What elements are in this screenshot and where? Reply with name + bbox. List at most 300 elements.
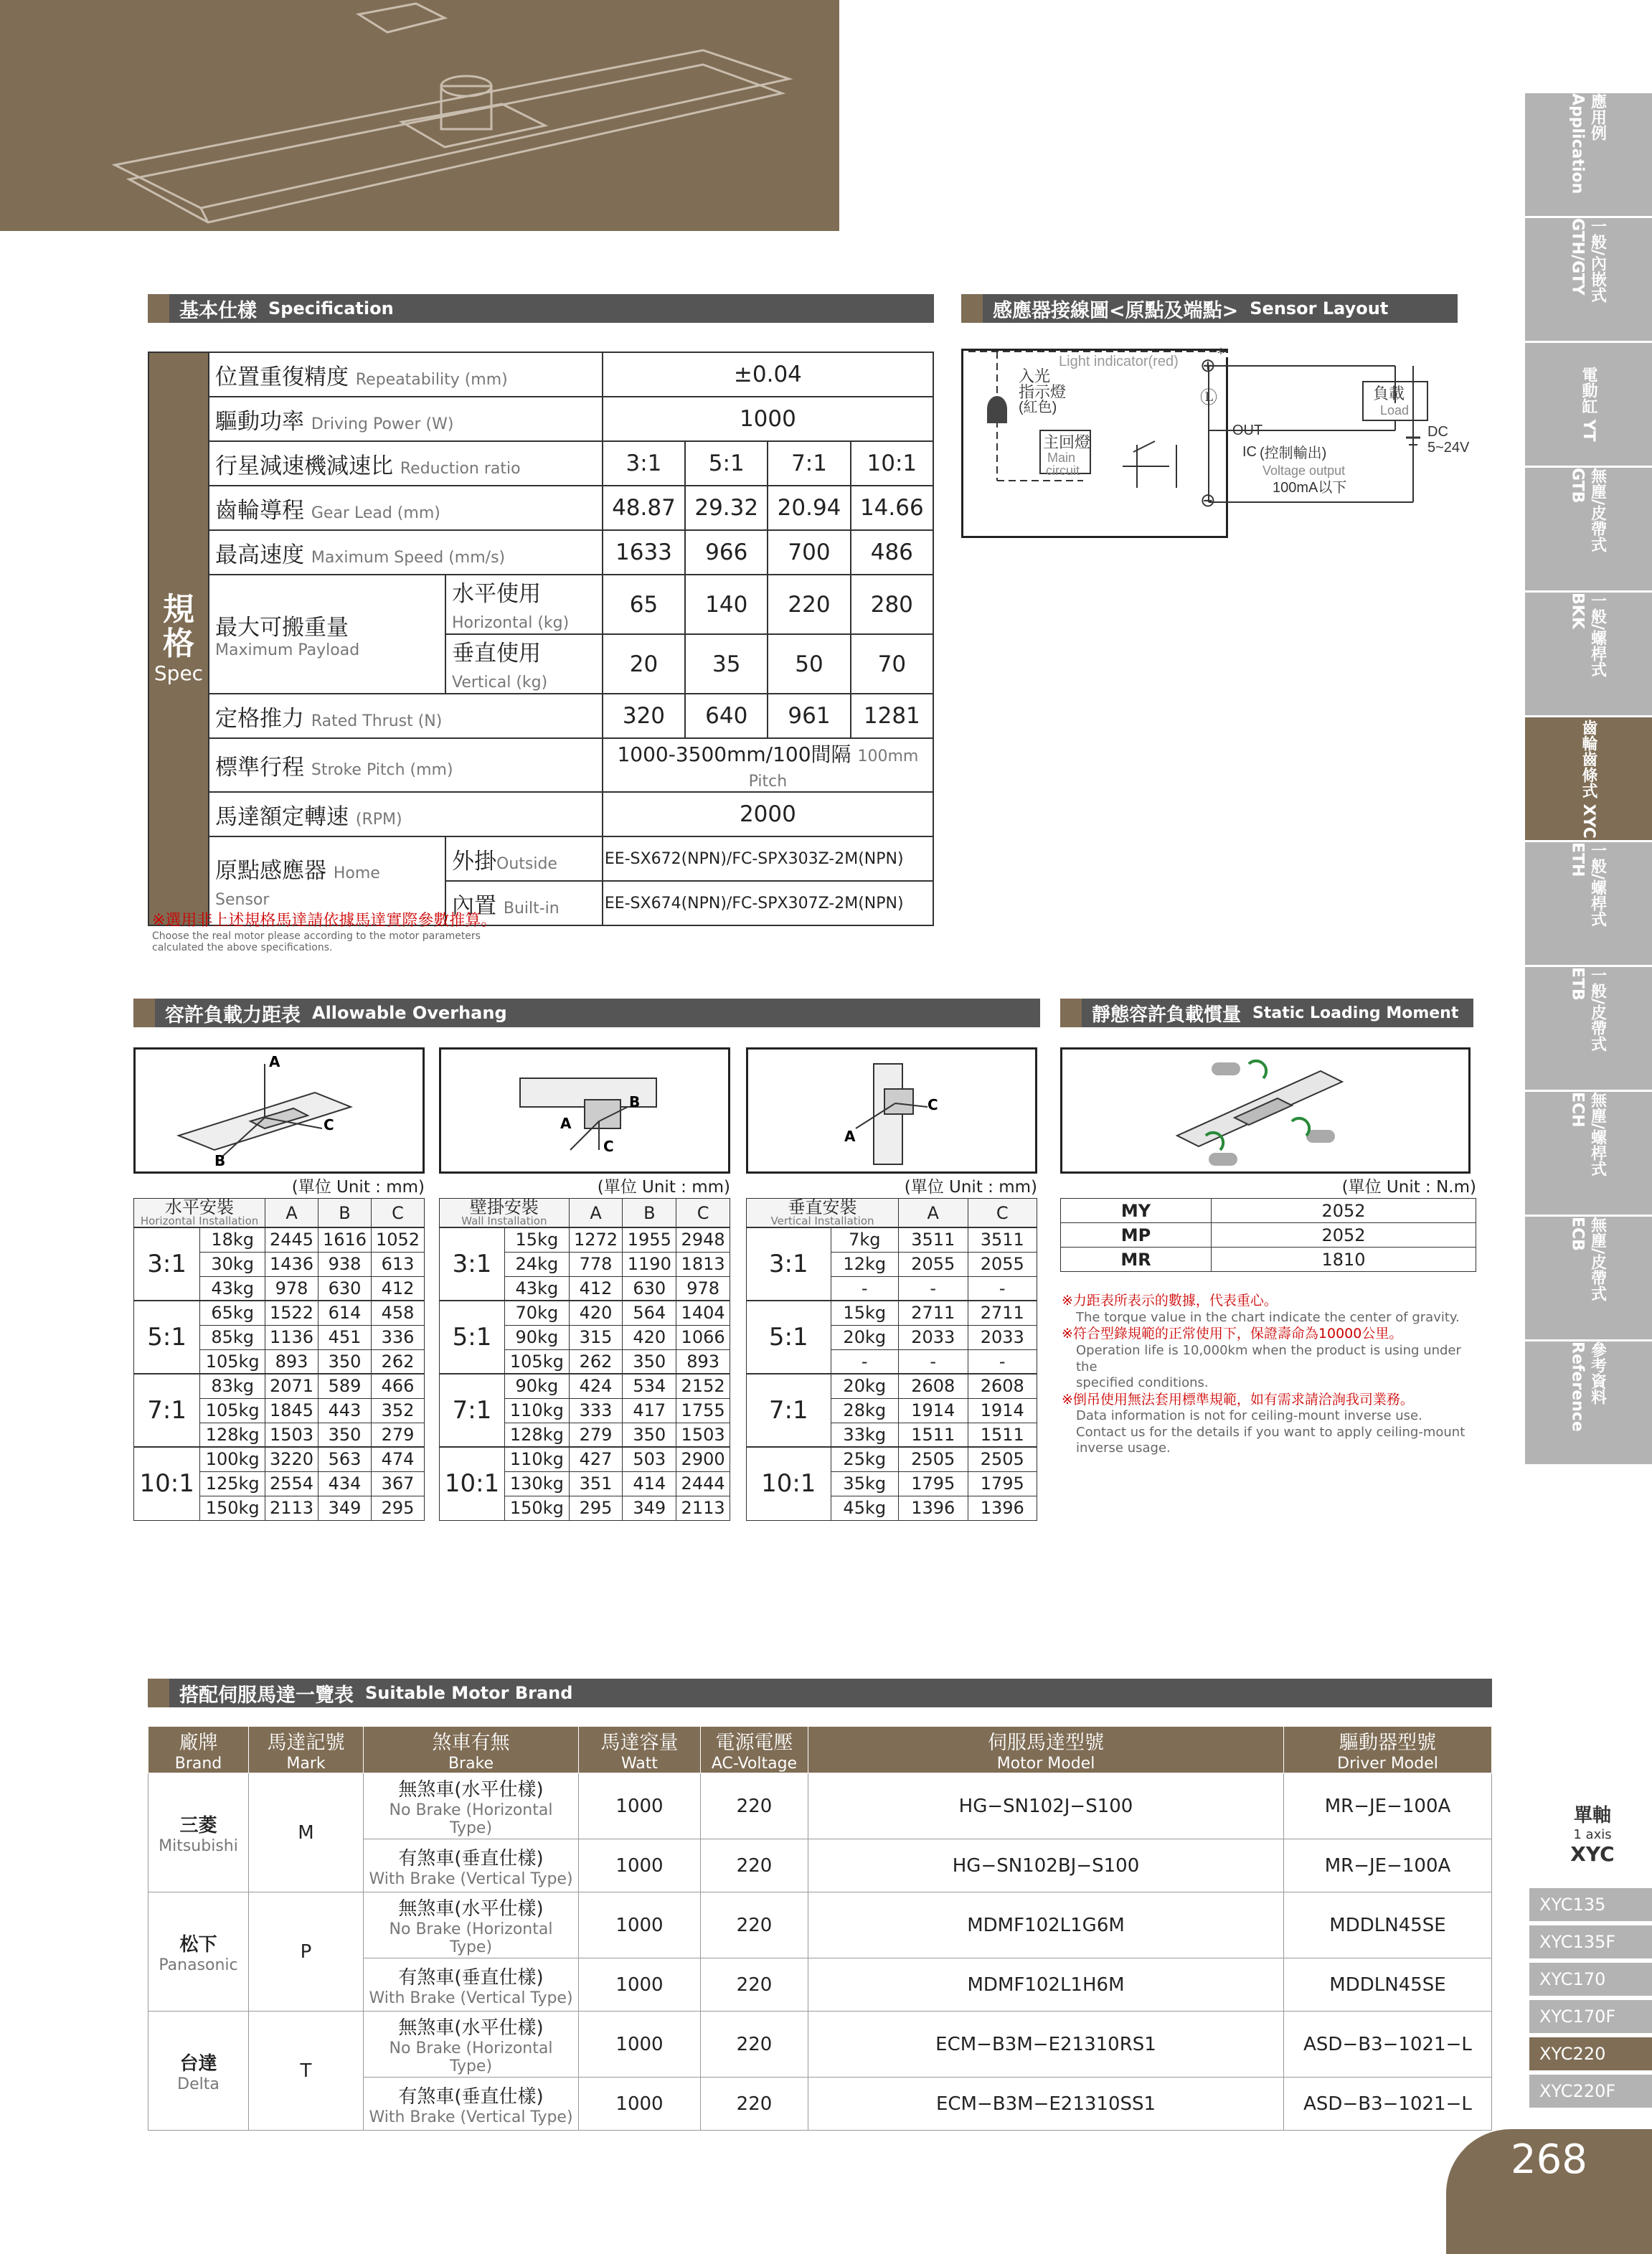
table-cell: 2711 — [968, 1301, 1037, 1325]
table-cell: 420 — [569, 1301, 623, 1325]
table-cell: 15kg — [831, 1301, 899, 1325]
table-cell: 279 — [372, 1423, 425, 1447]
table-cell: 1436 — [265, 1252, 318, 1276]
ratio-cell: 7:1 — [440, 1374, 505, 1447]
table-cell: 1955 — [623, 1227, 676, 1252]
voltage-cell: 220 — [701, 1892, 808, 1958]
moment-value: 1810 — [1212, 1248, 1476, 1272]
table-cell: 3511 — [968, 1227, 1037, 1252]
table-cell: 1795 — [899, 1471, 968, 1496]
load-en: Load — [1380, 403, 1410, 418]
table-cell: 350 — [318, 1349, 372, 1374]
table-cell: 90kg — [505, 1325, 570, 1349]
watt-cell: 1000 — [579, 2012, 701, 2078]
table-cell: 412 — [372, 1276, 425, 1301]
table-cell: 1396 — [968, 1496, 1037, 1520]
brand-cell: 台達 Delta — [148, 2012, 249, 2131]
driver-model-cell: MDDLN45SE — [1284, 1892, 1492, 1958]
spec-table: 規格 Spec 位置重復精度 Repeatability (mm) ±0.04 驅動功率 Driving Power (W) 1000 行星減速機減速比 Reduction ratio 3:1 5:1 7:1 10:1 齒輪導程 Gear Lead (mm) 48.87 29.32 20.94 14.66 最高速度 Maximum Speed (mm/s) 1633 966 700 486 最大可搬重量 Maximum Payload 水平使用 Horizontal (kg) 65 140 220 280 垂直使用 Vertical (kg) 20 35 50 70 定格推力 Rated Thrust (N) 320 640 961 1281 標準行程 Stroke Pitch (mm) 1000-3500mm/100間隔 100mm Pitch 馬達額定轉速 (RPM) 2000 原點感應器 Home Sensor 外掛Outside EE-SX672(NPN)/FC-SPX303Z-2M(NPN) 內置 Built-in EE-SX674(NPN)/FC-SPX307Z-2M(NPN) — [148, 352, 934, 926]
static-moment-table — [1060, 1198, 1476, 1272]
column-header: A — [265, 1199, 318, 1228]
watt-cell: 1000 — [579, 2078, 701, 2131]
rotation-arrow-icon — [1292, 1118, 1309, 1136]
table-cell: 43kg — [200, 1276, 265, 1301]
ratio-cell: 3:1 — [440, 1227, 505, 1301]
table-cell: 589 — [318, 1374, 372, 1398]
table-cell: 2445 — [265, 1227, 318, 1252]
motor-header: 煞車有無 Brake — [364, 1727, 579, 1773]
watt-cell: 1000 — [579, 1958, 701, 2012]
brake-cell: 有煞車(垂直仕樣) With Brake (Vertical Type) — [364, 1839, 579, 1892]
table-cell: 130kg — [505, 1471, 570, 1496]
table-cell: 90kg — [505, 1374, 570, 1398]
main-circuit-en2: circuit — [1046, 463, 1080, 478]
table-cell: 65kg — [200, 1301, 265, 1325]
table-cell: 1190 — [623, 1252, 676, 1276]
table-cell: 1404 — [676, 1301, 730, 1325]
table-cell: 630 — [318, 1276, 372, 1301]
voltage-cell: 220 — [701, 2078, 808, 2131]
table-row — [440, 1227, 730, 1252]
table-cell: 2152 — [676, 1374, 730, 1398]
table-cell: 420 — [623, 1325, 676, 1349]
rotation-arrow-icon — [1249, 1061, 1266, 1078]
table-cell: 2055 — [968, 1252, 1037, 1276]
table-cell: 352 — [372, 1398, 425, 1423]
column-header: B — [623, 1199, 676, 1228]
table-cell: 43kg — [505, 1276, 570, 1301]
table-cell: 427 — [569, 1447, 623, 1471]
brand-cell: 三菱 Mitsubishi — [148, 1773, 249, 1892]
table-cell: 564 — [623, 1301, 676, 1325]
moment-value: 2052 — [1212, 1199, 1476, 1223]
table-cell: 350 — [623, 1349, 676, 1374]
wall-install-diagram — [439, 1047, 730, 1174]
table-cell: 110kg — [505, 1447, 570, 1471]
vertical-overhang-table — [746, 1198, 1037, 1521]
table-cell: 333 — [569, 1398, 623, 1423]
ratio-cell: 5:1 — [747, 1301, 831, 1374]
voltage-cell: 220 — [701, 1773, 808, 1839]
table-cell: 2071 — [265, 1374, 318, 1398]
column-header: C — [372, 1199, 425, 1228]
table-cell: 105kg — [200, 1398, 265, 1423]
table-cell: 350 — [318, 1423, 372, 1447]
ratio-cell: 3:1 — [134, 1227, 200, 1301]
model-link[interactable]: XYC170F — [1529, 2000, 1652, 2033]
model-link[interactable]: XYC135 — [1529, 1888, 1652, 1921]
spec-vertical-label: 規格 Spec — [148, 352, 209, 925]
model-link[interactable]: XYC135F — [1529, 1925, 1652, 1958]
motor-header: 馬達容量 Watt — [579, 1727, 701, 1773]
table-row — [148, 2012, 1492, 2078]
brake-cell: 無煞車(水平仕樣) No Brake (Horizontal Type) — [364, 1892, 579, 1958]
table-cell: 367 — [372, 1471, 425, 1496]
moment-value: 2052 — [1212, 1223, 1476, 1248]
table-row — [747, 1374, 1037, 1398]
install-type-header: 壁掛安裝 Wall Installation — [440, 1199, 570, 1228]
table-cell: 7kg — [831, 1227, 899, 1252]
ratio-cell: 10:1 — [440, 1447, 505, 1520]
table-cell: 2948 — [676, 1227, 730, 1252]
ic-label: IC — [1242, 444, 1257, 460]
table-cell: 1066 — [676, 1325, 730, 1349]
main-circuit-zh: 主回燈 — [1043, 433, 1091, 451]
table-cell: 2444 — [676, 1471, 730, 1496]
light-zh2: 指示燈 — [1019, 383, 1067, 401]
table-cell: 33kg — [831, 1423, 899, 1447]
table-cell: 2113 — [676, 1496, 730, 1520]
table-cell: 3511 — [899, 1227, 968, 1252]
load-terminal-icon: Ⓛ — [1200, 387, 1217, 407]
light-zh3: (紅色) — [1019, 400, 1057, 415]
table-cell: 1511 — [899, 1423, 968, 1447]
motor-header: 伺服馬達型號 Motor Model — [808, 1727, 1284, 1773]
table-row — [440, 1447, 730, 1471]
ratio-cell: 7:1 — [134, 1374, 200, 1447]
table-cell: 3220 — [265, 1447, 318, 1471]
table-cell: - — [968, 1276, 1037, 1301]
ratio-cell: 5:1 — [440, 1301, 505, 1374]
brake-cell: 有煞車(垂直仕樣) With Brake (Vertical Type) — [364, 1958, 579, 2012]
table-cell: 125kg — [200, 1471, 265, 1496]
motor-model-cell: MDMF102L1H6M — [808, 1958, 1284, 2012]
table-row — [440, 1374, 730, 1398]
axis-label: 單軸 1 axis XYC — [1570, 1805, 1615, 1866]
static-section-header: 靜態容許負載慣量 Static Loading Moment — [1060, 999, 1473, 1027]
motor-model-cell: HG−SN102J−S100 — [808, 1773, 1284, 1839]
axis-c-label: C — [324, 1116, 334, 1133]
motor-model-cell: MDMF102L1G6M — [808, 1892, 1284, 1958]
vertical-install-diagram — [746, 1047, 1037, 1174]
table-cell: 30kg — [200, 1252, 265, 1276]
table-row — [747, 1227, 1037, 1252]
sidebar-tab[interactable]: 無塵/螺桿式 ECH — [1525, 1092, 1652, 1217]
mp-badge-icon — [1306, 1130, 1335, 1143]
model-link[interactable]: XYC170 — [1529, 1963, 1652, 1996]
table-cell: 2505 — [968, 1447, 1037, 1471]
axis-c-label: C — [603, 1138, 614, 1155]
brake-cell: 有煞車(垂直仕樣) With Brake (Vertical Type) — [364, 2078, 579, 2131]
table-cell: 1272 — [569, 1227, 623, 1252]
table-cell: - — [899, 1276, 968, 1301]
table-cell: 1136 — [265, 1325, 318, 1349]
sensor-section-header: 感應器接線圖<原點及端點> Sensor Layout — [961, 294, 1458, 323]
mr-badge-icon — [1209, 1153, 1237, 1166]
overhang-unit-1: (單位 Unit : mm) — [291, 1178, 425, 1197]
voltage-cell: 220 — [701, 2012, 808, 2078]
dc-label: DC — [1427, 424, 1448, 440]
overhang-section-header: 容許負載力距表 Allowable Overhang — [133, 999, 1040, 1027]
table-cell: 978 — [676, 1276, 730, 1301]
table-cell: 20kg — [831, 1325, 899, 1349]
table-cell: 1511 — [968, 1423, 1037, 1447]
page-number: 268 — [1511, 2136, 1587, 2183]
table-cell: 563 — [318, 1447, 372, 1471]
spec-note: ※選用非上述規格馬達請依據馬達實際參數推算。 Choose the real motor please according to the motor parameters calculated the above specifications. — [152, 912, 497, 953]
table-cell: 1522 — [265, 1301, 318, 1325]
table-row — [747, 1301, 1037, 1325]
horizontal-install-diagram — [133, 1047, 425, 1174]
axis-b-label: B — [629, 1093, 641, 1111]
sidebar-tab[interactable]: 一般/螺桿式 ETH — [1525, 842, 1652, 967]
table-cell: 85kg — [200, 1325, 265, 1349]
table-cell: 105kg — [505, 1349, 570, 1374]
table-cell: 417 — [623, 1398, 676, 1423]
light-zh1: 入光 — [1019, 367, 1051, 385]
table-cell: 1795 — [968, 1471, 1037, 1496]
table-cell: 434 — [318, 1471, 372, 1496]
column-header: C — [676, 1199, 730, 1228]
sidebar-tab[interactable]: 電動缸 YT — [1525, 343, 1652, 468]
table-cell: 20kg — [831, 1374, 899, 1398]
sidebar-tab[interactable]: 一般/皮帶式 ETB — [1525, 967, 1652, 1092]
table-cell: 128kg — [200, 1423, 265, 1447]
sidebar-tab[interactable]: 無塵/皮帶式 ECB — [1525, 1217, 1652, 1341]
sidebar-tab[interactable]: 參考資料 Reference — [1525, 1341, 1652, 1466]
current-limit-label: 100mA以下 — [1273, 480, 1347, 496]
table-cell: 893 — [676, 1349, 730, 1374]
mark-cell: M — [249, 1773, 364, 1892]
voltage-cell: 220 — [701, 1839, 808, 1892]
table-cell: 1503 — [265, 1423, 318, 1447]
motor-header: 馬達記號 Mark — [249, 1727, 364, 1773]
table-row — [148, 1773, 1492, 1839]
motor-model-cell: ECM−B3M−E21310SS1 — [808, 2078, 1284, 2131]
moment-name: MY — [1061, 1199, 1212, 1223]
sidebar-tab[interactable]: 應用例 Application — [1525, 93, 1652, 218]
table-cell: 295 — [372, 1496, 425, 1520]
brake-cell: 無煞車(水平仕樣) No Brake (Horizontal Type) — [364, 1773, 579, 1839]
driver-model-cell: ASD−B3−1021−L — [1284, 2078, 1492, 2131]
table-cell: 1813 — [676, 1252, 730, 1276]
table-row — [1061, 1223, 1476, 1248]
table-cell: 778 — [569, 1252, 623, 1276]
load-zh: 負載 — [1373, 385, 1405, 402]
table-cell: 262 — [569, 1349, 623, 1374]
table-cell: 1503 — [676, 1423, 730, 1447]
out-label: OUT — [1232, 423, 1263, 438]
table-cell: 1052 — [372, 1227, 425, 1252]
sidebar-tab[interactable]: 一般/螺桿式 BKK — [1525, 593, 1652, 717]
table-cell: 978 — [265, 1276, 318, 1301]
table-cell: 70kg — [505, 1301, 570, 1325]
table-row — [440, 1301, 730, 1325]
motor-header: 驅動器型號 Driver Model — [1284, 1727, 1492, 1773]
mark-cell: T — [249, 2012, 364, 2131]
page-number-tab — [1446, 2129, 1652, 2254]
table-cell: 1616 — [318, 1227, 372, 1252]
brake-cell: 無煞車(水平仕樣) No Brake (Horizontal Type) — [364, 2012, 579, 2078]
table-cell: 938 — [318, 1252, 372, 1276]
table-cell: 110kg — [505, 1398, 570, 1423]
table-cell: 349 — [623, 1496, 676, 1520]
table-cell: 349 — [318, 1496, 372, 1520]
motor-brand-table — [148, 1726, 1492, 2131]
overhang-unit-3: (單位 Unit : mm) — [904, 1178, 1037, 1197]
watt-cell: 1000 — [579, 1839, 701, 1892]
table-cell: 295 — [569, 1496, 623, 1520]
light-indicator-label: Light indicator(red) — [1059, 354, 1179, 369]
axis-a-label: A — [269, 1053, 280, 1070]
plus-terminal-icon: ⊕ — [1200, 355, 1216, 377]
ratio-cell: 10:1 — [747, 1447, 831, 1520]
table-cell: 414 — [623, 1471, 676, 1496]
column-header: B — [318, 1199, 372, 1228]
static-notes: ※力距表所表示的數據，代表重心。 The torque value in the chart indicate the center of gravity. ※符合型錄規範的正常使用下，保證壽命為10000公里。 Operation life is 10,000km when the product is using under the specified conditions. ※倒吊使用無法套用標準規範，如有需求請洽詢我司業務。 Data information is not for ceiling-mount inverse use. Contact us for the details if you want to apply ceiling-mount inverse usage. — [1062, 1293, 1465, 1456]
static-unit: (單位 Unit : N.m) — [1341, 1178, 1476, 1197]
column-header: A — [899, 1199, 968, 1228]
motor-model-cell: HG−SN102BJ−S100 — [808, 1839, 1284, 1892]
table-cell: 150kg — [505, 1496, 570, 1520]
table-cell: 443 — [318, 1398, 372, 1423]
table-cell: 2055 — [899, 1252, 968, 1276]
static-moment-diagram — [1060, 1047, 1471, 1174]
table-row — [134, 1301, 425, 1325]
table-cell: 150kg — [200, 1496, 265, 1520]
minus-terminal-icon: ⊖ — [1200, 490, 1216, 511]
spec-section-header: 基本仕樣 Specification — [148, 294, 934, 323]
table-cell: 24kg — [505, 1252, 570, 1276]
table-cell: 28kg — [831, 1398, 899, 1423]
table-cell: 2113 — [265, 1496, 318, 1520]
horizontal-overhang-table — [133, 1198, 425, 1521]
dc-voltage-label: 5~24V — [1427, 440, 1470, 456]
table-cell: 12kg — [831, 1252, 899, 1276]
axis-c-label: C — [928, 1096, 938, 1113]
install-type-header: 水平安裝 Horizontal Installation — [134, 1199, 265, 1228]
table-cell: 315 — [569, 1325, 623, 1349]
table-cell: 474 — [372, 1447, 425, 1471]
overhang-unit-2: (單位 Unit : mm) — [597, 1178, 730, 1197]
table-cell: - — [968, 1349, 1037, 1374]
star-mark: * — [1217, 345, 1224, 362]
table-row — [134, 1447, 425, 1471]
my-badge-icon — [1212, 1062, 1240, 1075]
table-cell: 893 — [265, 1349, 318, 1374]
ratio-cell: 5:1 — [134, 1301, 200, 1374]
linear-actuator-illustration — [0, 0, 839, 231]
control-output-zh: (控制輸出) — [1260, 445, 1327, 461]
motor-model-cell: ECM−B3M−E21310RS1 — [808, 2012, 1284, 2078]
table-cell: 458 — [372, 1301, 425, 1325]
table-row — [134, 1227, 425, 1252]
driver-model-cell: MDDLN45SE — [1284, 1958, 1492, 2012]
table-cell: 614 — [318, 1301, 372, 1325]
wall-overhang-table — [439, 1198, 730, 1521]
table-row — [747, 1447, 1037, 1471]
table-row — [1061, 1248, 1476, 1272]
table-row — [1061, 1199, 1476, 1223]
table-cell: 2711 — [899, 1301, 968, 1325]
moment-name: MP — [1061, 1223, 1212, 1248]
table-cell: 262 — [372, 1349, 425, 1374]
ratio-cell: 3:1 — [747, 1227, 831, 1301]
sidebar-tab[interactable]: 齒輪齒條式 XYC — [1525, 717, 1652, 842]
table-cell: 466 — [372, 1374, 425, 1398]
table-cell: - — [831, 1349, 899, 1374]
motor-section-header: 搭配伺服馬達一覽表 Suitable Motor Brand — [148, 1679, 1492, 1707]
mark-cell: P — [249, 1892, 364, 2012]
table-cell: - — [831, 1276, 899, 1301]
table-cell: 424 — [569, 1374, 623, 1398]
table-cell: 2554 — [265, 1471, 318, 1496]
table-cell: 2608 — [899, 1374, 968, 1398]
table-cell: 2033 — [968, 1325, 1037, 1349]
moment-name: MR — [1061, 1248, 1212, 1272]
table-cell: 1914 — [899, 1398, 968, 1423]
table-row — [134, 1374, 425, 1398]
driver-model-cell: MR−JE−100A — [1284, 1839, 1492, 1892]
table-cell: 412 — [569, 1276, 623, 1301]
table-cell: - — [899, 1349, 968, 1374]
table-cell: 2033 — [899, 1325, 968, 1349]
table-cell: 1845 — [265, 1398, 318, 1423]
table-cell: 613 — [372, 1252, 425, 1276]
table-cell: 336 — [372, 1325, 425, 1349]
ratio-cell: 10:1 — [134, 1447, 200, 1520]
brand-cell: 松下 Panasonic — [148, 1892, 249, 2012]
install-type-header: 垂直安裝 Vertical Installation — [747, 1199, 899, 1228]
table-cell: 1396 — [899, 1496, 968, 1520]
sensor-wiring-diagram — [961, 337, 1478, 552]
watt-cell: 1000 — [579, 1892, 701, 1958]
axis-a-label: A — [844, 1128, 856, 1145]
sidebar-tab[interactable]: 無塵/皮帶式 GTB — [1525, 468, 1652, 593]
table-cell: 35kg — [831, 1471, 899, 1496]
watt-cell: 1000 — [579, 1773, 701, 1839]
voltage-cell: 220 — [701, 1958, 808, 2012]
sidebar-tab[interactable]: 一般/內嵌式 GTH/GTY — [1525, 218, 1652, 343]
model-link[interactable]: XYC220 — [1529, 2037, 1652, 2070]
axis-b-label: B — [214, 1152, 226, 1169]
table-cell: 451 — [318, 1325, 372, 1349]
motor-header: 電源電壓 AC-Voltage — [701, 1727, 808, 1773]
motor-header: 廠牌 Brand — [148, 1727, 249, 1773]
main-circuit-en1: Main — [1047, 451, 1076, 465]
driver-model-cell: ASD−B3−1021−L — [1284, 2012, 1492, 2078]
table-row — [148, 1892, 1492, 1958]
table-cell: 279 — [569, 1423, 623, 1447]
table-cell: 1755 — [676, 1398, 730, 1423]
table-cell: 2608 — [968, 1374, 1037, 1398]
table-cell: 105kg — [200, 1349, 265, 1374]
column-header: A — [569, 1199, 623, 1228]
table-cell: 18kg — [200, 1227, 265, 1252]
table-cell: 25kg — [831, 1447, 899, 1471]
table-cell: 350 — [623, 1423, 676, 1447]
table-cell: 45kg — [831, 1496, 899, 1520]
column-header: C — [968, 1199, 1037, 1228]
product-hero-image — [0, 0, 839, 231]
table-cell: 2900 — [676, 1447, 730, 1471]
model-link[interactable]: XYC220F — [1529, 2075, 1652, 2108]
table-cell: 83kg — [200, 1374, 265, 1398]
table-cell: 15kg — [505, 1227, 570, 1252]
ratio-cell: 7:1 — [747, 1374, 831, 1447]
table-cell: 1914 — [968, 1398, 1037, 1423]
table-cell: 630 — [623, 1276, 676, 1301]
driver-model-cell: MR−JE−100A — [1284, 1773, 1492, 1839]
voltage-output-en: Voltage output — [1262, 463, 1346, 478]
axis-a-label: A — [560, 1115, 572, 1132]
table-cell: 128kg — [505, 1423, 570, 1447]
table-cell: 503 — [623, 1447, 676, 1471]
table-cell: 2505 — [899, 1447, 968, 1471]
table-cell: 534 — [623, 1374, 676, 1398]
table-cell: 100kg — [200, 1447, 265, 1471]
table-cell: 351 — [569, 1471, 623, 1496]
